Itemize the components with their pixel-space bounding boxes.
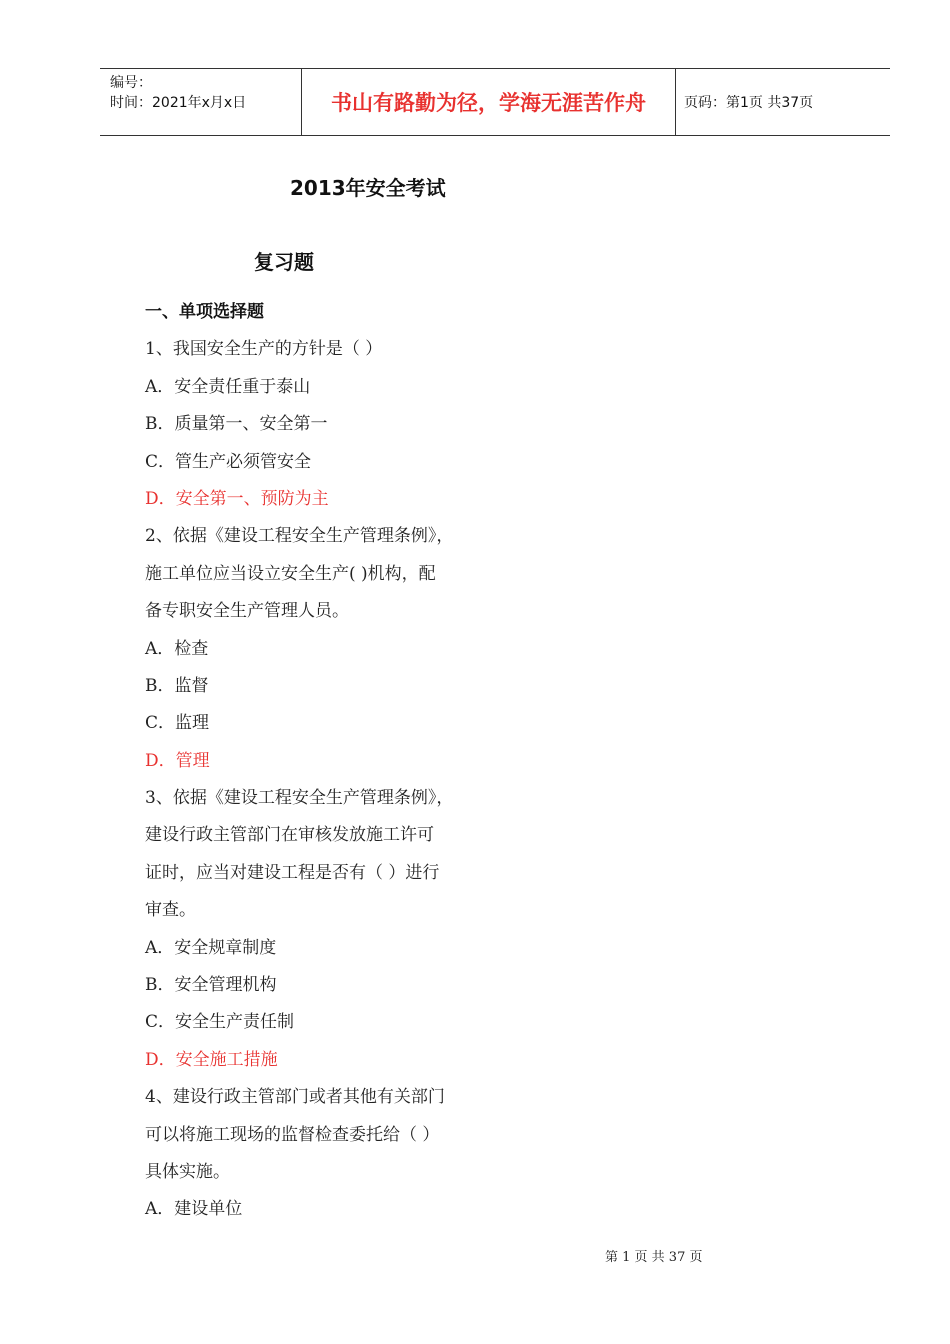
q3-option-a: A．安全规章制度	[145, 937, 277, 958]
q2-option-c: C．监理	[145, 713, 210, 734]
q4-option-a: A．建设单位	[145, 1199, 243, 1220]
question-4-line-2: 可以将施工现场的监督检查委托给（ ）	[145, 1124, 440, 1145]
question-2-line-3: 备专职安全生产管理人员。	[145, 601, 349, 622]
question-3-line-1: 3、依据《建设工程安全生产管理条例》，	[145, 788, 454, 809]
header-page-info: 页码：第1页 共37页	[684, 95, 814, 111]
q3-option-b: B．安全管理机构	[145, 975, 277, 996]
q1-option-a: A．安全责任重于泰山	[145, 376, 311, 397]
q2-option-d-answer: D．管理	[145, 750, 210, 771]
code-label: 编号：	[110, 75, 152, 91]
section-title: 一、单项选择题	[145, 302, 264, 322]
q3-option-d-answer: D．安全施工措施	[145, 1049, 278, 1070]
header-motto: 书山有路勤为径，学海无涯苦作舟	[302, 69, 676, 135]
q3-option-c: C．安全生产责任制	[145, 1012, 295, 1033]
question-2-line-2: 施工单位应当设立安全生产( )机构，配	[145, 563, 436, 584]
question-4-line-1: 4、建设行政主管部门或者其他有关部门	[145, 1087, 445, 1108]
q1-option-d-answer: D．安全第一、预防为主	[145, 488, 329, 509]
question-3-line-4: 审查。	[145, 900, 196, 921]
page-footer: 第 1 页 共 37 页	[605, 1250, 703, 1265]
q2-option-b: B．监督	[145, 675, 209, 696]
q1-option-b: B．质量第一、安全第一	[145, 414, 328, 435]
question-2-line-1: 2、依据《建设工程安全生产管理条例》，	[145, 526, 454, 547]
time-label: 时间：2021年x月x日	[110, 95, 247, 111]
header-meta	[100, 69, 302, 135]
question-3-line-3: 证时，应当对建设工程是否有（ ）进行	[145, 862, 440, 883]
document-subtitle: 复习题	[254, 250, 314, 274]
q1-option-c: C．管生产必须管安全	[145, 451, 312, 472]
document-body	[145, 294, 565, 1229]
document-title: 2013年安全考试	[290, 176, 446, 200]
page-header	[100, 68, 890, 136]
question-3-line-2: 建设行政主管部门在审核发放施工许可	[145, 825, 434, 846]
question-4-line-3: 具体实施。	[145, 1161, 230, 1182]
question-1: 1、我国安全生产的方针是（ ）	[145, 339, 383, 360]
q2-option-a: A．检查	[145, 638, 209, 659]
